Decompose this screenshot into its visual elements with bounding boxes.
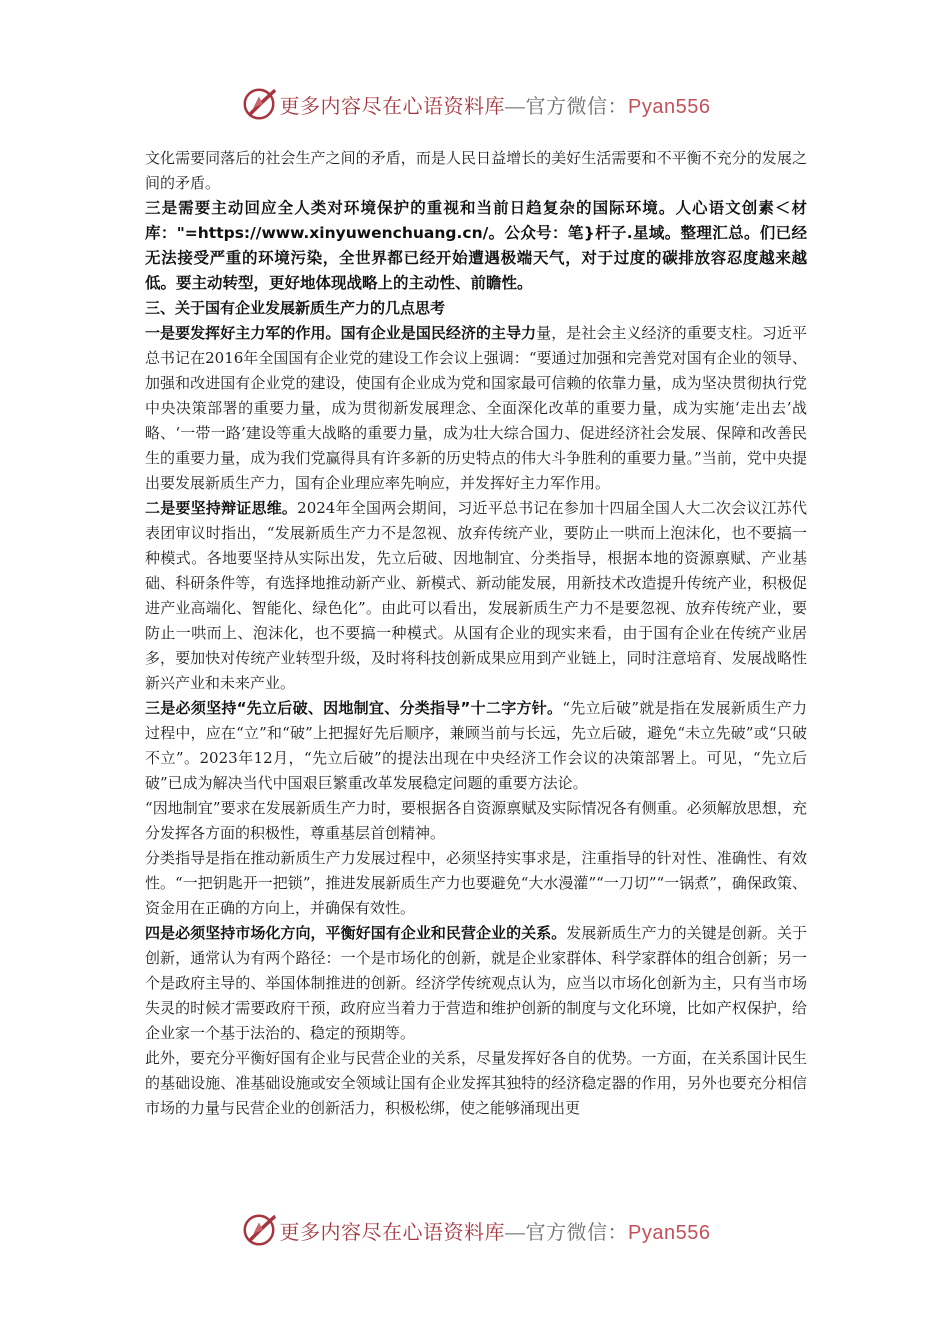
paragraph-5-text: 2024年全国两会期间，习近平总书记在参加十四届全国人大二次会议江苏代表团审议时指出，“发展新质生产力不是忽视、放弃传统产业，要防止一哄而上泡沫化，也不要搞一种模式。各地要坚持从实际出发，先立后破、因地制宜、分类指导，根据本地的资源禀赋、产业基础、科研条件等，有选择地推动新产业、新模式、新动能发展，用新技术改造提升传统产业，积极促进产业高端化、智能化、绿色化”。由此可以看出，发展新质生产力不是要忽视、放弃传统产业，要防止一哄而上、泡沫化，也不要搞一种模式。从国有企业的现实来看，由于国有企业在传统产业居多，要加快对传统产业转型升级，及时将科技创新成果应用到产业链上，同时注意培育、发展战略性新兴产业和未来产业。: [145, 499, 807, 692]
paragraph-9-lead: 四是必须坚持市场化方向，平衡好国有企业和民营企业的关系。: [145, 924, 567, 942]
banner-text: [280, 1216, 711, 1245]
paragraph-8: 分类指导是指在推动新质生产力发展过程中，必须坚持实事求是，注重指导的针对性、准确性、有效性。“一把钥匙开一把锁”，推进发展新质生产力也要避免“大水漫灌”“一刀切”“一锅煮”，确保政策、资金用在正确的方向上，并确保有效性。: [145, 849, 807, 917]
pen-logo-icon: [240, 1211, 278, 1249]
banner-main: 更多内容尽在心语资料库: [279, 1219, 506, 1244]
paragraph-7: “因地制宜”要求在发展新质生产力时，要根据各自资源禀赋及实际情况各有侧重。必须解放思想，充分发挥各方面的积极性，尊重基层首创精神。: [145, 799, 807, 842]
banner-text: [280, 90, 711, 119]
pen-logo-icon: [240, 85, 278, 123]
paragraph-6-lead: 三是必须坚持“先立后破、因地制宜、分类指导”十二字方针。: [145, 699, 563, 717]
paragraph-4: [145, 321, 807, 496]
banner-separator: —: [505, 95, 526, 118]
paragraph-4-lead: 一是要发挥好主力军的作用。国有企业是国民经济的主导力: [145, 324, 537, 342]
header-banner: [0, 82, 950, 126]
paragraph-6: [145, 696, 807, 796]
paragraph-1: 文化需要同落后的社会生产之间的矛盾，而是人民日益增长的美好生活需要和不平衡不充分的发展之间的矛盾。: [145, 149, 807, 192]
paragraph-5: [145, 496, 807, 696]
footer-banner: [0, 1208, 950, 1252]
banner-official: 官方微信：: [525, 1219, 629, 1244]
banner-main: 更多内容尽在心语资料库: [279, 93, 506, 118]
paragraph-2: 三是需要主动回应全人类对环境保护的重视和当前日趋复杂的国际环境。人心语文创素＜材库："=https://www.xinyuwenchuang.cn/。公众号：笔}杆子.星域。整理汇总。们已经无法接受严重的环境污染，全世界都已经开始遭遇极端天气，对于过度的碳排放容忍度越来越低。要主动转型，更好地体现战略上的主动性、前瞻性。: [145, 199, 807, 292]
paragraph-4-text: 量，是社会主义经济的重要支柱。习近平总书记在2016年全国国有企业党的建设工作会议上强调：“要通过加强和完善党对国有企业的领导、加强和改进国有企业党的建设，使国有企业成为党和国家最可信赖的依靠力量，成为坚决贯彻执行党中央决策部署的重要力量，成为贯彻新发展理念、全面深化改革的重要力量，成为实施‘走出去’战略、‘一带一路’建设等重大战略的重要力量，成为壮大综合国力、促进经济社会发展、保障和改善民生的重要力量，成为我们党赢得具有许多新的历史特点的伟大斗争胜利的重要力量。”当前，党中央提出要发展新质生产力，国有企业理应率先响应，并发挥好主力军作用。: [145, 324, 807, 492]
paragraph-10: 此外，要充分平衡好国有企业与民营企业的关系，尽量发挥好各自的优势。一方面，在关系国计民生的基础设施、准基础设施或安全领域让国有企业发挥其独特的经济稳定器的作用，另外也要充分相信市场的力量与民营企业的创新活力，积极松绑，使之能够涌现出更: [145, 1049, 807, 1117]
banner-wechat-id: Pyan556: [628, 95, 711, 118]
paragraph-6-text: “先立后破”就是指在发展新质生产力过程中，应在“立”和“破”上把握好先后顺序，兼顾当前与长远，先立后破，避免“未立先破”或“只破不立”。2023年12月，“先立后破”的提法出现在中央经济工作会议的决策部署上。可见，“先立后破”已成为解决当代中国艰巨繁重改革发展稳定问题的重要方法论。: [145, 699, 807, 792]
section-heading: 三、关于国有企业发展新质生产力的几点思考: [145, 299, 446, 317]
paragraph-5-lead: 二是要坚持辩证思维。: [145, 499, 298, 517]
banner-official: 官方微信：: [525, 93, 629, 118]
paragraph-9: [145, 921, 807, 1046]
banner-wechat-id: Pyan556: [628, 1221, 711, 1244]
banner-separator: —: [505, 1221, 526, 1244]
article-body: [145, 146, 807, 1121]
paragraph-9-text: 发展新质生产力的关键是创新。关于创新，通常认为有两个路径：一个是市场化的创新，就是企业家群体、科学家群体的组合创新；另一个是政府主导的、举国体制推进的创新。经济学传统观点认为，应当以市场化创新为主，只有当市场失灵的时候才需要政府干预，政府应当着力于营造和维护创新的制度与文化环境，比如产权保护，给企业家一个基于法治的、稳定的预期等。: [145, 924, 807, 1042]
